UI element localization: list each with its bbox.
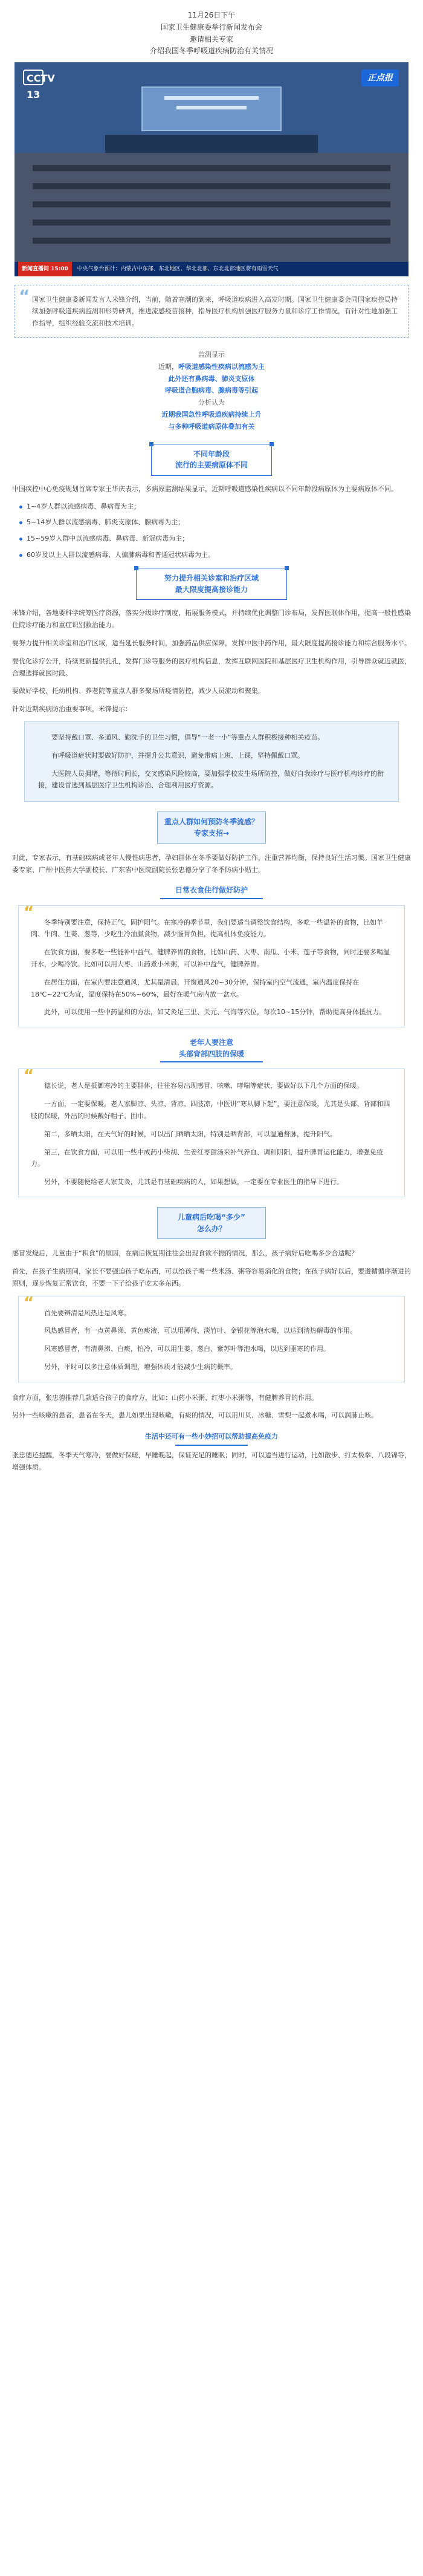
daily-protection-heading: 日常衣食住行做好防护 [0, 885, 423, 899]
section2-paragraph-5: 针对近期疾病防治重要事项，米锋提示： [12, 705, 132, 714]
header-invite: 邀请相关专家 [189, 34, 233, 44]
ticker-text: 中央气象台预计：内蒙古中东部、东北地区、华北北部、东北北部地区将有雨雪天气 [77, 266, 279, 273]
daily-protection-card [18, 905, 405, 1028]
cctv-logo: CCTV 13 [23, 70, 62, 93]
child-paragraph-2: 首先，在孩子生病期间，家长不要强迫孩子吃东西，可以给孩子喝一些米汤、粥等容易消化的食物；在孩子病好以后，要遵循循序渐进的原则，逐步恢复正常饮食，不要一下子给孩子吃太多东西。 [12, 1267, 411, 1287]
header-date: 11月26日下午 [187, 11, 236, 19]
elderly-paragraph-5: 另外，不要随便给老人家艾灸，尤其是有基础疾病的人，如果想做，一定要在专业医生的指导下进行。 [44, 1178, 343, 1186]
elderly-paragraph-2: 一方面，一定要保暖，老人家脚凉、头凉、背凉、四肢凉，中医讲“寒从脚下起”，要注意保暖，尤其是头部、背部和四肢的保暖，外出的时候戴好帽子、围巾。 [31, 1100, 390, 1120]
video-stage-screen [141, 86, 282, 131]
list-item: 15~59岁人群中以流感病毒、鼻病毒、新冠病毒为主； [18, 533, 405, 545]
daily-paragraph-1: 冬季特别要注意，保持正气，固护阳气。在寒冷的季节里，我们要适当调整饮食结构，多吃一些温补的食物，比如羊肉、牛肉、生姜、葱等，少吃生冷油腻食物，减少肠胃负担，提高机体免疫能力。 [31, 918, 383, 938]
quote-mark-icon: “ [24, 1067, 34, 1085]
child-card-paragraph-1: 首先要辨清是风热还是风寒。 [44, 1309, 131, 1317]
ticker-tag: 新闻直播间 15:00 [18, 262, 72, 276]
list-item: 1~4岁人群以流感病毒、鼻病毒为主； [18, 501, 405, 513]
summary-line-3: 呼吸道合胞病毒、腺病毒等引起 [165, 386, 258, 395]
elderly-paragraph-4: 第三，在饮食方面，可以用一些中成药小柴胡、生姜红枣甜汤来补气养血、调和阴阳，提升脾胃运化能力，增强免疫力。 [31, 1148, 383, 1168]
tail-paragraph-2: 另外一些咳嗽的患者，患者在冬天，患儿如果出现咳嗽，有痰的情况，可以用川贝、冰糖、雪梨一起煮水喝，可以润肺止咳。 [12, 1411, 378, 1420]
pathogen-age-list [18, 501, 405, 561]
child-card-paragraph-4: 另外，平时可以多注意体质调理，增强体质才能减少生病的概率。 [44, 1362, 237, 1371]
child-paragraph-1: 感冒发烧后，儿童由于“积食”的原因，在病后恢复期往往会出现食欲不振的情况，那么，孩子病好后吃喝多少合适呢？ [12, 1249, 358, 1258]
tips-end-heading: 生活中还可有一些小妙招可以帮助提高免疫力 [0, 1431, 423, 1446]
section2-paragraph-2: 要努力提升相关诊室和治疗区域，适当延长服务时间，加强药品供应保障，发挥中医中药作用，最大限度提高接诊能力和综合服务水平。 [12, 639, 411, 648]
elderly-heading: 老年人要注意 头部背部四肢的保暖 [0, 1037, 423, 1062]
section2-paragraph-3: 要优化诊疗公开，持续更新提供孔孔，发挥门诊等服务的医疗机构信息，发挥互联网医院和基层医疗卫生机构作用，引导群众就近就医，合理选择就医时段。 [12, 657, 411, 677]
monitoring-summary [0, 349, 423, 433]
elderly-paragraph-3: 第二，多晒太阳，在天气好的时候，可以出门晒晒太阳，特别是晒背部，可以温通督脉，提升阳气。 [44, 1130, 337, 1138]
quote-mark-icon: “ [19, 286, 30, 307]
summary-label-monitoring: 监测显示 [198, 350, 225, 359]
section2-paragraph-4: 要做好学校、托幼机构、养老院等重点人群多聚场所疫情防控，减少人员流动和聚集。 [12, 687, 265, 695]
list-item: 5~14岁人群以流感病毒、肺炎支原体、腺病毒为主； [18, 517, 405, 529]
header-topic: 介绍我国冬季呼吸道疾病防治有关情况 [149, 47, 273, 56]
intro-text: 国家卫生健康委新闻发言人米锋介绍，当前，随着寒潮的到来，呼吸道疾病进入高发时期。国家卫生健康委会同国家疾控局持续加强呼吸道疾病监测和形势研判，推进流感疫苗接种，指导医疗机构加强医疗服务力量和诊疗工作情况，有针对性地加强工作指导，组织经验交流和技术培训。 [32, 296, 398, 327]
summary-label-analysis: 分析认为 [198, 398, 225, 407]
elderly-paragraph-1: 德长说，老人是抵御寒冷的主要群体，往往容易出现感冒、咳嗽、哮喘等症状，要做好以下几个方面的保暖。 [44, 1082, 363, 1090]
summary-line-1: 近期，呼吸道感染性疾病以流感为主 [158, 362, 265, 371]
tips-paragraph-2: 有呼吸道症状时要做好防护，并提升公共意识，避免带病上班、上课，坚持佩戴口罩。 [51, 751, 304, 759]
child-title: 儿童病后吃喝“多少” 怎么办？ [157, 1207, 266, 1239]
child-card-paragraph-2: 风热感冒者，有一点黄鼻涕、黄色痰液，可以用薄荷、淡竹叶、金银花等泡水喝，以达到清热解毒的作用。 [44, 1327, 357, 1335]
summary-line-5: 与多种呼吸道病原体叠加有关 [168, 422, 255, 431]
list-item: 60岁及以上人群以流感病毒、人偏肺病毒和普通冠状病毒为主。 [18, 550, 405, 561]
section1-paragraph: 中国疾控中心免疫规划首席专家王华庆表示，多病原监测结果显示，近期呼吸道感染性疾病以不同年龄段病原体为主要病原体不同。 [12, 484, 398, 493]
tail-paragraph-1: 食疗方面，张忠德推荐几款适合孩子的食疗方，比如：山药小米粥、红枣小米粥等，有健脾养胃的作用。 [12, 1393, 318, 1402]
quote-mark-icon: “ [24, 903, 34, 922]
tips-paragraph-3: 大医院人员拥堵，等待时间长，交叉感染风险较高，要加强学校发生场所防控，做好自我诊疗与医疗机构诊疗的衔接，建设首选到基层医疗卫生机构诊治、合理利用医疗资源。 [38, 769, 384, 790]
child-card-paragraph-3: 风寒感冒者，有清鼻涕、白痰，怕冷，可以用生姜、葱白、紫苏叶等泡水喝，以达到驱寒的作用。 [44, 1345, 330, 1353]
qa-title: 重点人群如何预防冬季流感？ 专家支招→ [157, 812, 266, 844]
video-player[interactable] [15, 62, 408, 276]
qa-paragraph: 对此，专家表示，有基础疾病或老年人慢性病患者，孕妇群体在冬季要做好防护工作，注重营养均衡，保持良好生活习惯。国家卫生健康委专家、广州中医药大学副校长、广东省中医院副院长张忠德分享了冬季防病小贴士。 [12, 854, 411, 874]
quote-mark-icon: “ [24, 1293, 34, 1312]
brand-logo: 正点报 [361, 70, 399, 86]
tips-paragraph-1: 要坚持戴口罩、多通风、勤洗手的卫生习惯，倡导“一老一小”等重点人群积极接种相关疫苗。 [51, 733, 325, 742]
daily-paragraph-2: 在饮食方面，要多吃一些能补中益气、健脾养胃的食物，比如山药、大枣、南瓜、小米、莲子等食物，同时还要多喝温开水，少喝冷饮。比如可以用大枣、山药煮小米粥，可以补中益气，健脾养胃。 [31, 948, 390, 968]
child-card [18, 1293, 405, 1382]
daily-paragraph-3: 在居住方面，在室内要注意通风，尤其是清晨，开窗通风20~30分钟，保持室内空气流通，室内温度保持在18℃~22℃为宜，湿度保持在50%~60%，最好在暖气房内放一盆水。 [31, 978, 360, 998]
daily-paragraph-4: 此外，可以使用一些中药温和的方法，如艾灸足三里、关元、气海等穴位，每次10~15分钟，帮助提高身体抵抗力。 [44, 1008, 386, 1016]
summary-line-4: 近期我国急性呼吸道疾病持续上升 [161, 410, 262, 418]
section2-paragraph-1: 米锋介绍，各地要科学统筹医疗资源，落实分级诊疗制度，拓展服务模式，并持续优化调整门诊布局，发挥医联体作用，提高一般性感染住院诊疗能力和重症识别救治能力。 [12, 609, 411, 629]
intro-box [15, 285, 408, 338]
section-title-pathogens: 不同年龄段 流行的主要病原体不同 [151, 444, 272, 476]
video-ticker [15, 262, 408, 276]
header-event: 国家卫生健康委举行新闻发布会 [160, 22, 262, 31]
tips-box [24, 721, 399, 802]
video-podium [105, 135, 318, 155]
section-title-capacity: 努力提升相关诊室和治疗区域 最大限度提高接诊能力 [136, 568, 287, 600]
summary-line-2: 此外还有鼻病毒、肺炎支原体 [168, 374, 255, 383]
tail-paragraph-3: 张忠德还提醒，冬季天气寒冷，要做好保暖，早睡晚起，保证充足的睡眠；同时，可以适当进行运动，比如散步、打太极拳、八段锦等，增强体质。 [12, 1451, 411, 1471]
article-header [0, 10, 423, 57]
video-audience [15, 153, 408, 262]
elderly-card [18, 1068, 405, 1197]
